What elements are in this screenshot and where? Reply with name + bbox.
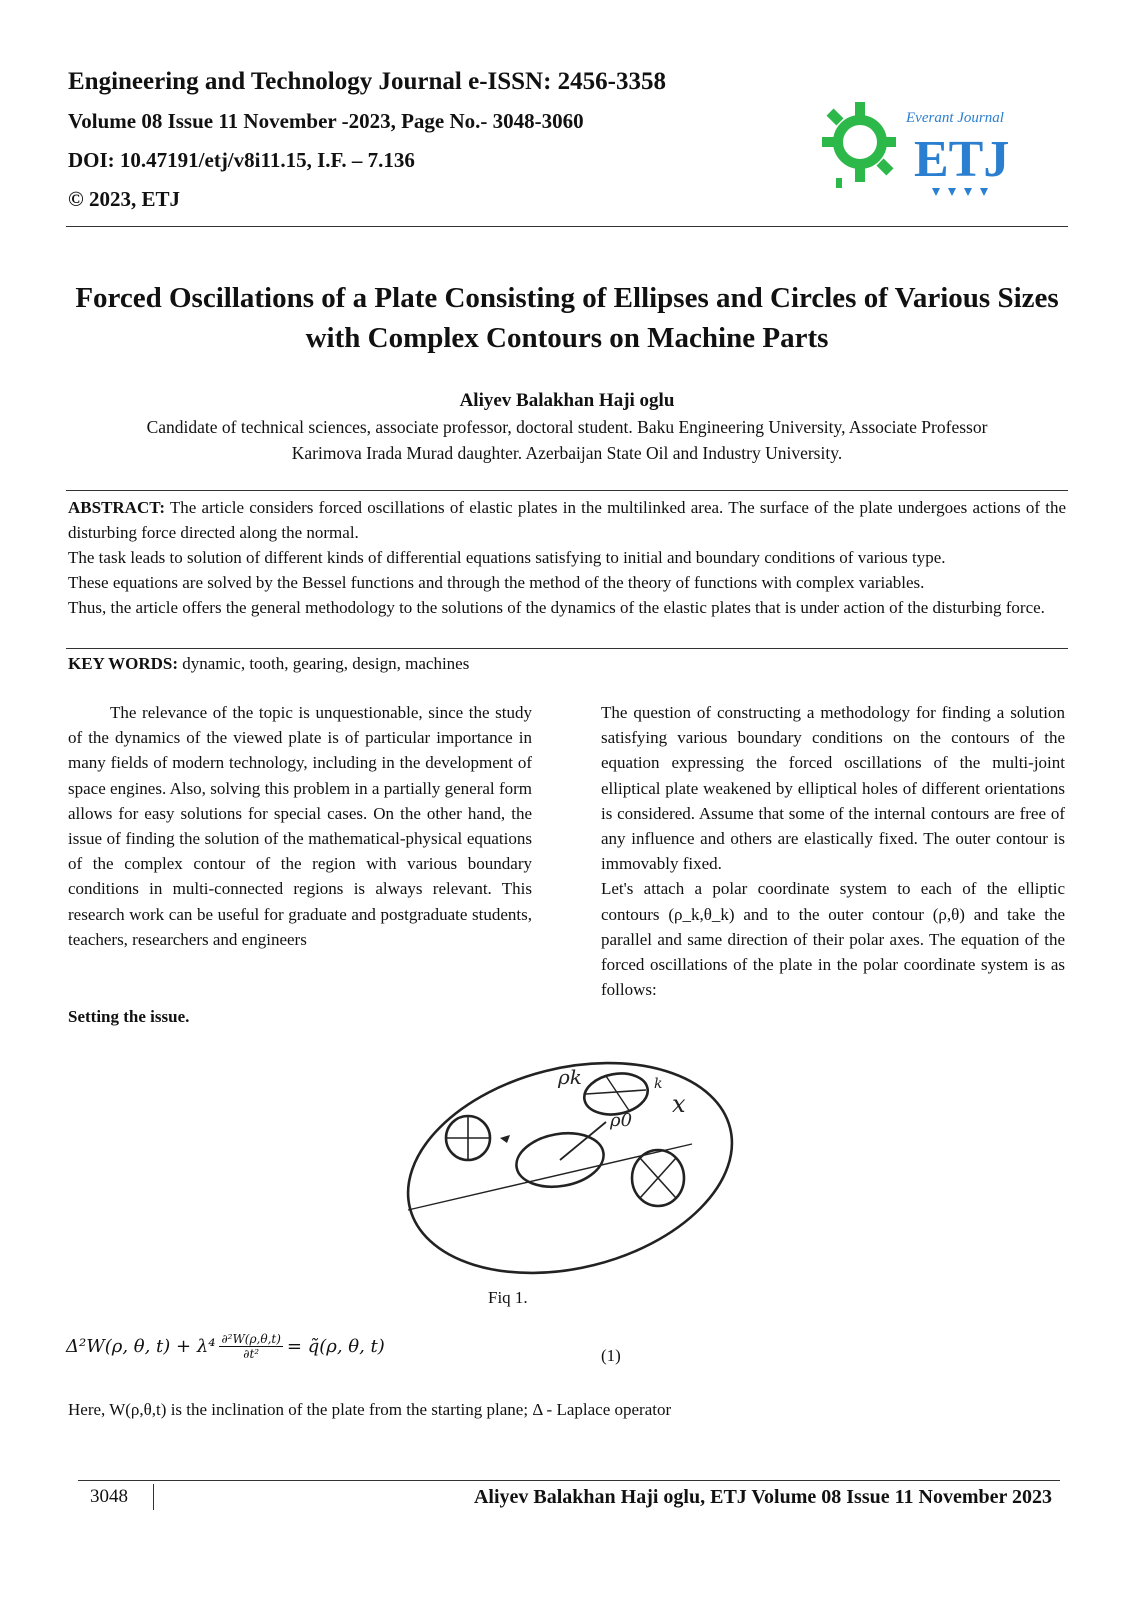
footer-rule (78, 1480, 1060, 1481)
journal-title-line: Engineering and Technology Journal e-ISSN: 2456-3358 (68, 68, 667, 95)
abstract (68, 495, 1066, 620)
left-col-paragraph: The relevance of the topic is unquestionable, since the study of the dynamics of the viewed plate is of particular importance in many fields of modern technology, including in the development of space engines. Also, solving this problem in a partially general form allows for easy solutions for special cases. On the other hand, the issue of finding the solution of the mathematical-physical equations of the complex contour of the region with various boundary conditions in multi-connected regions is always relevant. This research work can be useful for graduate and postgraduate students, teachers, researchers and engineers (68, 703, 532, 949)
svg-text:ETJ: ETJ (914, 131, 1010, 188)
journal-header (68, 62, 666, 219)
abstract-top-rule (66, 490, 1068, 491)
here-text: Here, W(ρ,θ,t) is the inclination of the plate from the starting plane; Δ - Laplace operator (68, 1400, 672, 1419)
label-rho0: ρ0 (610, 1110, 633, 1131)
author-name: Aliyev Balakhan Haji oglu (459, 390, 675, 411)
equation-rhs: = q̃(ρ, θ, t) (286, 1336, 385, 1357)
right-column (601, 700, 1065, 1002)
label-k: k (654, 1076, 663, 1092)
affiliation-line-2: Karimova Irada Murad daughter. Azerbaijan State Oil and Industry University. (291, 443, 843, 463)
figure-caption: Fiq 1. (488, 1288, 528, 1307)
right-col-paragraph-1: The question of constructing a methodology for finding a solution satisfying various boundary conditions on the contours of the equation expressing the forced oscillations of the multi-joint elliptical plate weakened by elliptical holes of different orientations is considered. Assume that some of the internal contours are free of any influence and others are elastically fixed. The outer contour is immovably fixed. (601, 703, 1065, 874)
abstract-label: ABSTRACT: (68, 498, 165, 517)
keywords-label: KEY WORDS: (68, 654, 179, 673)
footer-citation: Aliyev Balakhan Haji oglu, ETJ Volume 08 Issue 11 November 2023 (473, 1486, 1052, 1508)
label-rho-k: ρk (558, 1065, 582, 1089)
abstract-p2: The task leads to solution of different kinds of differential equations satisfying to initial and boundary conditions of various type. (68, 548, 946, 567)
fraction-numerator: ∂²W(ρ,θ,t) (221, 1332, 281, 1346)
volume-line: Volume 08 Issue 11 November -2023, Page No.- 3048-3060 (68, 109, 584, 133)
equation-number: (1) (601, 1346, 621, 1365)
page-number: 3048 (90, 1486, 128, 1507)
section-heading-setting: Setting the issue. (68, 1007, 190, 1026)
abstract-p1: The article considers forced oscillations of elastic plates in the multilinked area. The surface of the plate undergoes actions of the disturbing force directed along the normal. (68, 498, 1066, 542)
polar-axis (408, 1144, 692, 1210)
copyright-line: © 2023, ETJ (68, 187, 180, 211)
keywords-text: dynamic, tooth, gearing, design, machines (178, 654, 470, 673)
etj-logo (822, 92, 1042, 202)
doi-line: DOI: 10.47191/etj/v8i11.15, I.F. – 7.136 (68, 148, 415, 172)
right-col-paragraph-2: Let's attach a polar coordinate system to each of the elliptic contours (ρ_k,θ_k) and to the outer contour (ρ,θ) and take the parallel and same direction of their polar axes. The equation of the forced oscillations of the plate in the polar coordinate system is as follows: (601, 879, 1065, 1000)
affiliation-line-1: Candidate of technical sciences, associate professor, doctoral student. Baku Engineering University, Associate Professor (146, 417, 988, 437)
left-column (68, 700, 532, 952)
equation-fraction (219, 1332, 282, 1361)
abstract-p3: These equations are solved by the Bessel functions and through the method of the theory of functions with complex variables. (68, 573, 925, 592)
equation-lhs: Δ²W(ρ, θ, t) + λ⁴ (66, 1336, 216, 1357)
fraction-denominator: ∂t² (243, 1347, 260, 1361)
figure-plate-sketch (400, 1060, 740, 1282)
outer-contour (400, 1060, 740, 1282)
keywords (68, 652, 469, 676)
header-rule (66, 226, 1068, 227)
equation-1 (66, 1332, 385, 1361)
svg-text:Everant Journal: Everant Journal (906, 110, 1004, 126)
footer-divider (153, 1484, 154, 1510)
abstract-p4: Thus, the article offers the general methodology to the solutions of the dynamics of the elastic plates that is under action of the disturbing force. (68, 598, 1045, 617)
paper-title: Forced Oscillations of a Plate Consisting of Ellipses and Circles of Various Sizes with Complex Contours on Machine Parts (75, 282, 1059, 354)
abstract-bottom-rule (66, 648, 1068, 649)
affiliations (66, 414, 1068, 466)
label-x: x (672, 1090, 686, 1118)
